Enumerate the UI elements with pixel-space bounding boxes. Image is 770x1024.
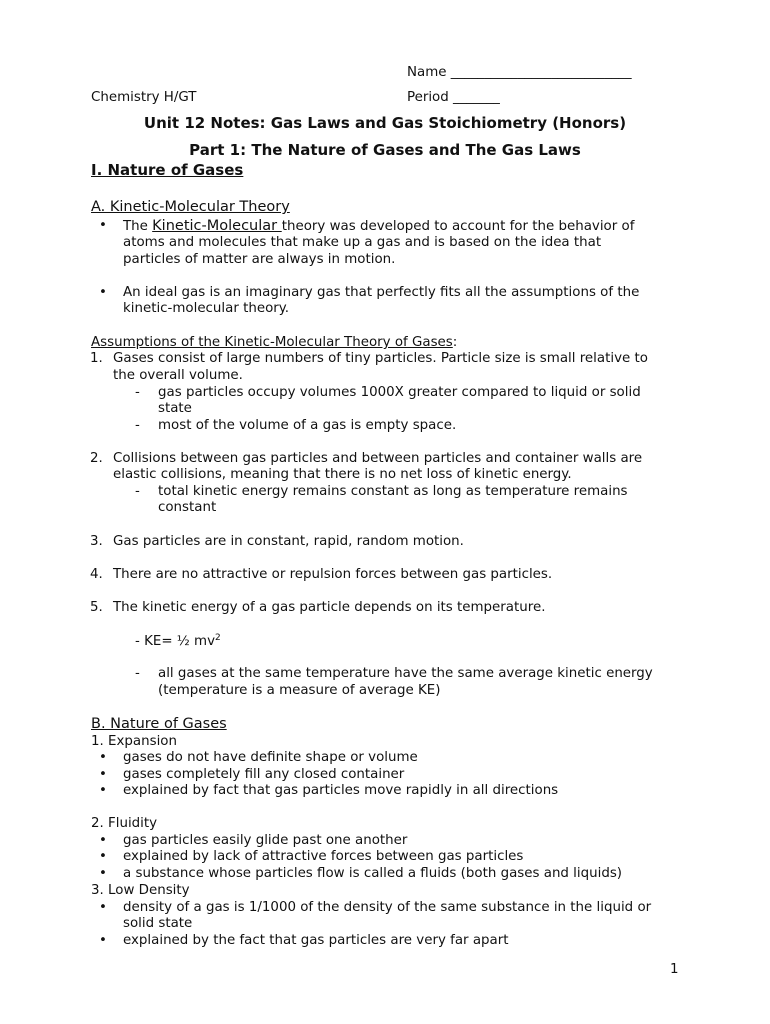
assumptions-heading: Assumptions of the Kinetic-Molecular Theory of Gases [91,335,453,350]
bullet-text: particles of matter are always in motion. [123,252,396,267]
bullet-text: gas particles easily glide past one another [123,833,408,848]
bullet-glyph: • [99,933,107,948]
kmt-term: Kinetic-Molecular [152,218,282,234]
bullet-text: kinetic-molecular theory. [123,301,290,316]
bullet-text: explained by fact that gas particles move rapidly in all directions [123,783,559,798]
item-text: Gases consist of large numbers of tiny particles. Particle size is small relative to [113,351,648,366]
item-text: Gas particles are in constant, rapid, random motion. [113,534,464,549]
item-text: the overall volume. [113,368,243,383]
bullet-text: a substance whose particles flow is called a fluids (both gases and liquids) [123,866,623,881]
item-number: 5. [90,600,103,615]
bullet-glyph: • [99,900,107,915]
section-heading-a: A. Kinetic-Molecular Theory [91,199,290,215]
item-text: The kinetic energy of a gas particle depends on its temperature. [113,600,546,615]
bullet-text: density of a gas is 1/1000 of the density of the same substance in the liquid or [123,900,652,915]
bullet-glyph: • [99,750,107,765]
sub-text: constant [158,500,217,515]
item-text: elastic collisions, meaning that there is no net loss of kinetic energy. [113,467,572,482]
part-title: Part 1: The Nature of Gases and The Gas Laws [189,141,581,159]
dash-glyph: - [135,385,140,400]
period-field-label: Period _______ [407,90,500,105]
dash-glyph: - [135,484,140,499]
item-number: 4. [90,567,103,582]
sub-text: gas particles occupy volumes 1000X greater compared to liquid or solid [158,385,641,400]
group-title: 1. Expansion [91,734,177,749]
item-number: 1. [90,351,103,366]
group-title: 2. Fluidity [91,816,158,831]
section-heading-i: I. Nature of Gases [91,161,244,179]
assumptions-heading-wrap: Assumptions of the Kinetic-Molecular Theory of Gases: [91,335,458,350]
superscript-2: 2 [215,633,221,643]
group-title: 3. Low Density [91,883,190,898]
bullet-glyph: • [99,767,107,782]
name-field-label: Name ___________________________ [407,65,632,80]
bullet-text: explained by the fact that gas particles are very far apart [123,933,509,948]
bullet-text: gases do not have definite shape or volume [123,750,418,765]
item-text: There are no attractive or repulsion forces between gas particles. [113,567,553,582]
bullet-glyph: • [99,833,107,848]
bullet-text: theory was developed to account for the behavior of [281,219,635,234]
bullet-text: atoms and molecules that make up a gas and is based on the idea that [123,235,602,250]
dash-glyph: - [135,418,140,433]
bullet-text: solid state [123,916,193,931]
item-number: 3. [90,534,103,549]
bullet-glyph: • [99,285,107,300]
dash-glyph: - [135,666,140,681]
section-heading-b: B. Nature of Gases [91,716,227,732]
ke-formula: - KE= ½ $mv^2$ [135,633,221,649]
course-label: Chemistry H/GT [91,90,197,105]
bullet-text: An ideal gas is an imaginary gas that perfectly fits all the assumptions of the [123,285,640,300]
bullet-glyph: • [99,218,107,233]
document-title: Unit 12 Notes: Gas Laws and Gas Stoichiometry (Honors) [143,114,627,132]
bullet-text: explained by lack of attractive forces between gas particles [123,849,524,864]
bullet-text: The [123,219,153,234]
bullet-glyph: • [99,866,107,881]
item-text: Collisions between gas particles and between particles and container walls are [113,451,643,466]
sub-text: total kinetic energy remains constant as long as temperature remains [158,484,628,499]
page-number: 1 [670,962,679,977]
bullet-text: gases completely fill any closed container [123,767,405,782]
sub-text: most of the volume of a gas is empty space. [158,418,457,433]
sub-text: (temperature is a measure of average KE) [158,683,441,698]
bullet-glyph: • [99,849,107,864]
item-number: 2. [90,451,103,466]
sub-text: state [158,401,192,416]
bullet-glyph: • [99,783,107,798]
sub-text: all gases at the same temperature have the same average kinetic energy [158,666,653,681]
